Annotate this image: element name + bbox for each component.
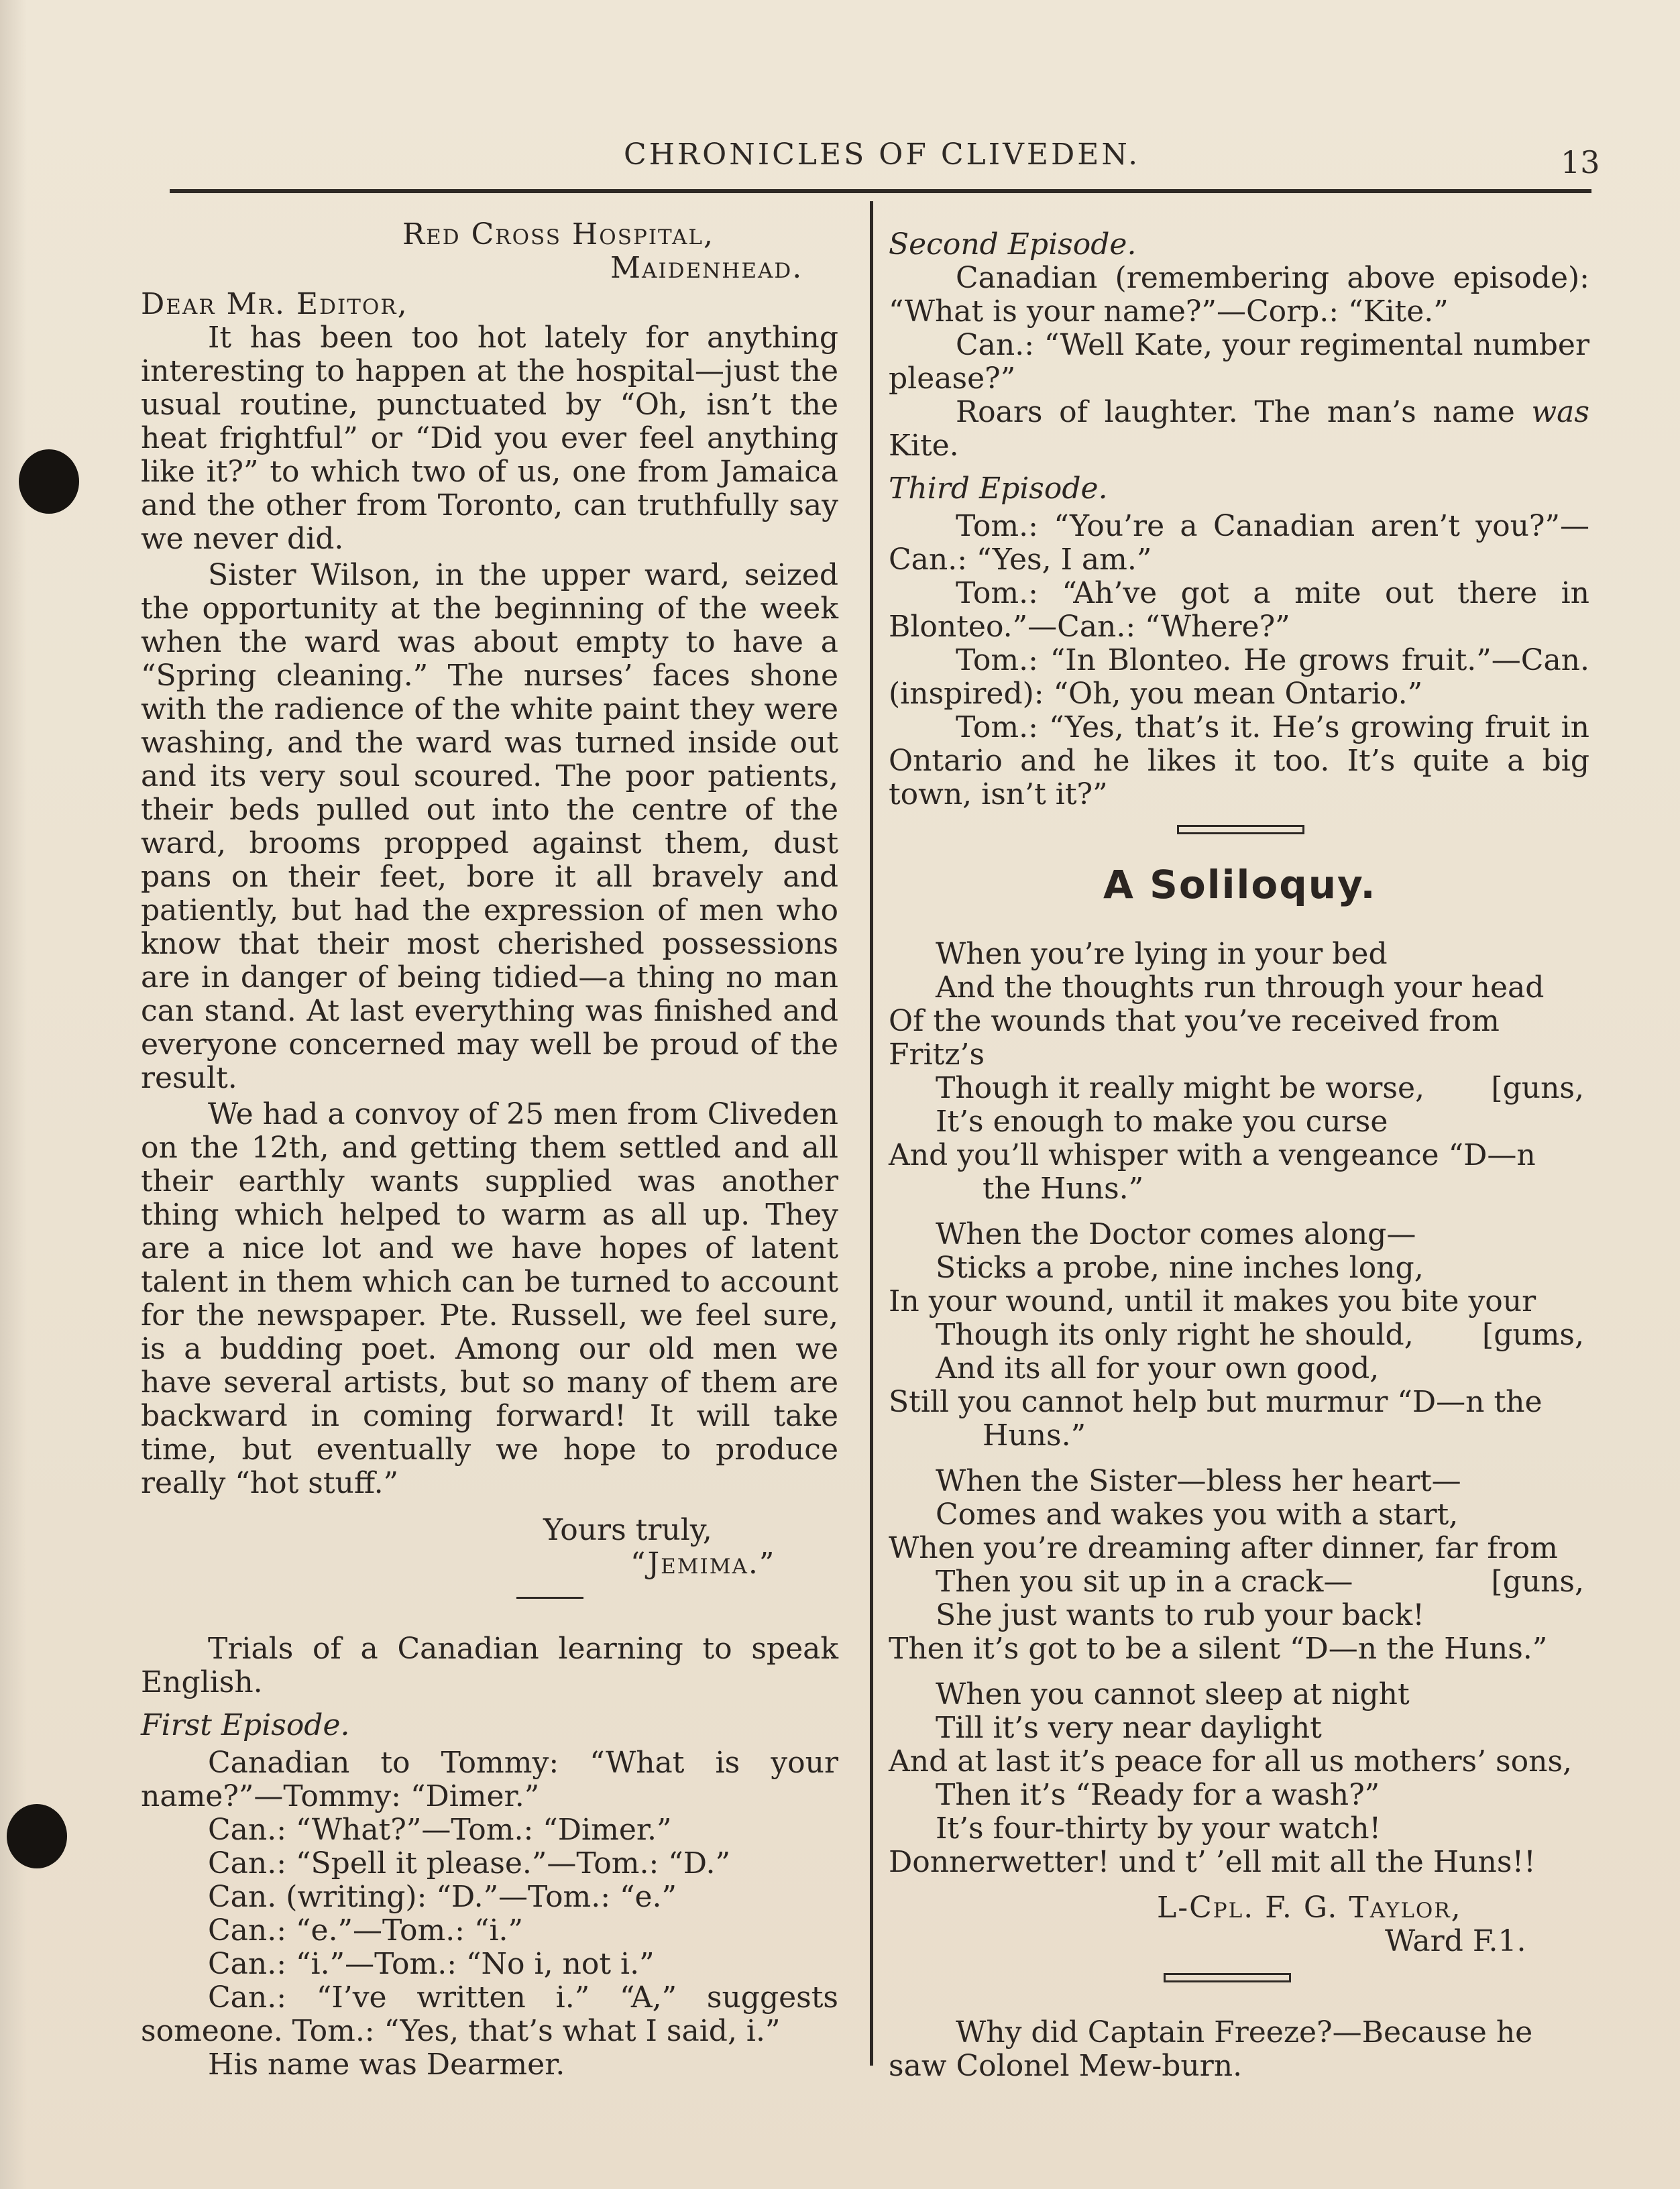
dialogue-line: Can.: “i.”—Tom.: “No i, not i.” (208, 1947, 655, 1981)
dialogue-line: Can.: “e.”—Tom.: “i.” (208, 1913, 524, 1948)
dialogue-line: Can.: “Spell it please.”—Tom.: “D.” (208, 1846, 730, 1881)
poem-stanza (889, 1465, 1589, 1666)
column-rule (870, 201, 873, 2066)
letter-signature: “Jemima.” (630, 1547, 776, 1581)
episode-heading-second: Second Episode. (889, 227, 1137, 262)
page-number: 13 (1561, 144, 1600, 180)
roars-end: Kite. (889, 429, 959, 463)
letter-paragraph: It has been too hot lately for anything interesting to happen at the hospital—just the usual routine, punctuated by “Oh, isn’t the heat frightful” or “Did you ever feel anything like it?” to which two of us, one from Jamaica and the other from Toronto, can truthfully say we never did. (141, 321, 838, 556)
right-column (889, 228, 1589, 2083)
poem-line: And its all for your own good, (936, 1351, 1380, 1386)
roars-italic: was (1531, 395, 1589, 429)
poem-line: And at last it’s peace for all us mothers’ sons, (889, 1744, 1573, 1779)
poem-line-overflow: [gums, (1482, 1318, 1584, 1352)
dialogue-line: Tom.: “In Blonteo. He grows fruit.”—Can. (inspired): “Oh, you mean Ontario.” (889, 643, 1589, 711)
episode-heading-first: First Episode. (141, 1708, 350, 1742)
poem-line: When the Sister—bless her heart— (936, 1464, 1461, 1498)
poem-stanza (889, 1678, 1589, 1879)
poem-line: In your wound, until it makes you bite your (889, 1284, 1536, 1318)
poem-line: Of the wounds that you’ve received from Fritz’s (889, 1004, 1500, 1072)
letter-paragraph: Sister Wilson, in the upper ward, seized the opportunity at the beginning of the week when the ward was about empty to have a “Spring cleaning.” The nurses’ faces shone with the radience of the white paint they were washing, and the ward was turned inside out and its very soul scoured. The poor patients, their beds pulled out into the centre of the ward, brooms propped against them, dust pans on their feet, bore it all bravely and patiently, but had the expression of men who know that their most cherished possessions are in danger of being tidied—a thing no man can stand. At last everything was finished and everyone concerned may well be proud of the result. (141, 558, 838, 1095)
poem-author: L-Cpl. F. G. Taylor, (1157, 1891, 1462, 1925)
poem-line: She just wants to rub your back! (936, 1598, 1424, 1632)
poem-line-text: Though it really might be worse, (936, 1071, 1424, 1105)
dialogue-line: Can. (writing): “D.”—Tom.: “e.” (208, 1880, 677, 1914)
poem-line: When you’re dreaming after dinner, far from (889, 1531, 1558, 1565)
dialogue-line: Tom.: “You’re a Canadian aren’t you?”—Can.: “Yes, I am.” (889, 509, 1589, 577)
poem-line: And the thoughts run through your head (936, 970, 1545, 1005)
dialogue-line (889, 396, 1589, 463)
dialogue-line: Tom.: “Yes, that’s it. He’s growing fruit in Ontario and he likes it too. It’s quite a big town, isn’t it?” (889, 710, 1589, 811)
poem-line: When the Doctor comes along— (936, 1217, 1416, 1251)
poem-line: When you cannot sleep at night (936, 1677, 1410, 1711)
poem-line: It’s four-thirty by your watch! (936, 1811, 1382, 1846)
binding-hole (7, 1804, 67, 1868)
episode-heading-third: Third Episode. (889, 471, 1108, 506)
poem-line-text: Then you sit up in a crack— (936, 1565, 1353, 1599)
dialogue-line: His name was Dearmer. (208, 2047, 565, 2082)
dialogue-line: Can.: “What?”—Tom.: “Dimer.” (208, 1813, 672, 1847)
poem-line (889, 1565, 1589, 1599)
letter-closing: Yours truly, (543, 1513, 712, 1547)
poem-stanza (889, 1218, 1589, 1453)
poem-line: Sticks a probe, nine inches long, (936, 1251, 1424, 1285)
dialogue-line: Can.: “I’ve written i.” “A,” suggests someone. Tom.: “Yes, that’s what I said, i.” (141, 1980, 838, 2048)
poem-line: Then it’s got to be a silent “D—n the Huns.” (889, 1632, 1548, 1666)
poem-line: It’s enough to make you curse (936, 1105, 1388, 1139)
poem-line: Still you cannot help but murmur “D—n the (889, 1385, 1543, 1419)
letter-salutation: Dear Mr. Editor, (141, 287, 408, 321)
ornamental-divider (1164, 1973, 1291, 1982)
poem-line: Comes and wakes you with a start, (936, 1498, 1459, 1532)
poem-line: Then it’s “Ready for a wash?” (936, 1778, 1380, 1812)
letter-paragraph: We had a convoy of 25 men from Cliveden on the 12th, and getting them settled and all their earthly wants supplied was another thing which helped to warm as all up. They are a nice lot and we have hopes of latent talent in them which can be turned to account for the newspaper. Pte. Russell, we feel sure, is a budding poet. Among our old men we have several artists, but so many of them are backward in coming forward! It will take time, but eventually we hope to produce really “hot stuff.” (141, 1097, 838, 1500)
poem-line (889, 1318, 1589, 1352)
section-divider (516, 1597, 583, 1599)
letter-address-line-1: Red Cross Hospital, (402, 217, 715, 251)
poem-author-ward: Ward F.1. (1385, 1924, 1526, 1958)
poem-stanza (889, 938, 1589, 1206)
poem-line-overflow: [guns, (1491, 1071, 1584, 1105)
closing-joke: Why did Captain Freeze?—Because he saw Colonel Mew-burn. (889, 2015, 1533, 2083)
poem-line: Donnerwetter! und t’ ’ell mit all the Huns!! (889, 1845, 1536, 1879)
letter-address-line-2: Maidenhead. (610, 251, 803, 285)
trials-intro: Trials of a Canadian learning to speak English. (141, 1632, 838, 1699)
dialogue-line: Canadian (remembering above episode): “What is your name?”—Corp.: “Kite.” (889, 261, 1589, 329)
poem-line: the Huns.” (983, 1172, 1144, 1206)
poem-line (889, 1072, 1589, 1105)
poem-title: A Soliloquy. (1103, 862, 1377, 907)
roars-text: Roars of laughter. The man’s name (956, 395, 1515, 429)
left-column (141, 218, 838, 2082)
dialogue-line: Canadian to Tommy: “What is your name?”—Tommy: “Dimer.” (141, 1746, 838, 1813)
dialogue-line: Can.: “Well Kate, your regimental number please?” (889, 328, 1589, 396)
poem-line: Huns.” (983, 1418, 1086, 1453)
running-head: CHRONICLES OF CLIVEDEN. (624, 137, 1141, 172)
poem-line-overflow: [guns, (1491, 1565, 1584, 1599)
poem-line: And you’ll whisper with a vengeance “D—n (889, 1138, 1536, 1172)
poem-line-text: Though its only right he should, (936, 1318, 1414, 1352)
ornamental-divider (1177, 825, 1304, 834)
binding-hole (19, 449, 79, 514)
poem-line: Till it’s very near daylight (936, 1711, 1322, 1745)
dialogue-line: Tom.: “Ah’ve got a mite out there in Blonteo.”—Can.: “Where?” (889, 576, 1589, 644)
header-rule (170, 189, 1591, 193)
poem-line: When you’re lying in your bed (936, 937, 1388, 971)
